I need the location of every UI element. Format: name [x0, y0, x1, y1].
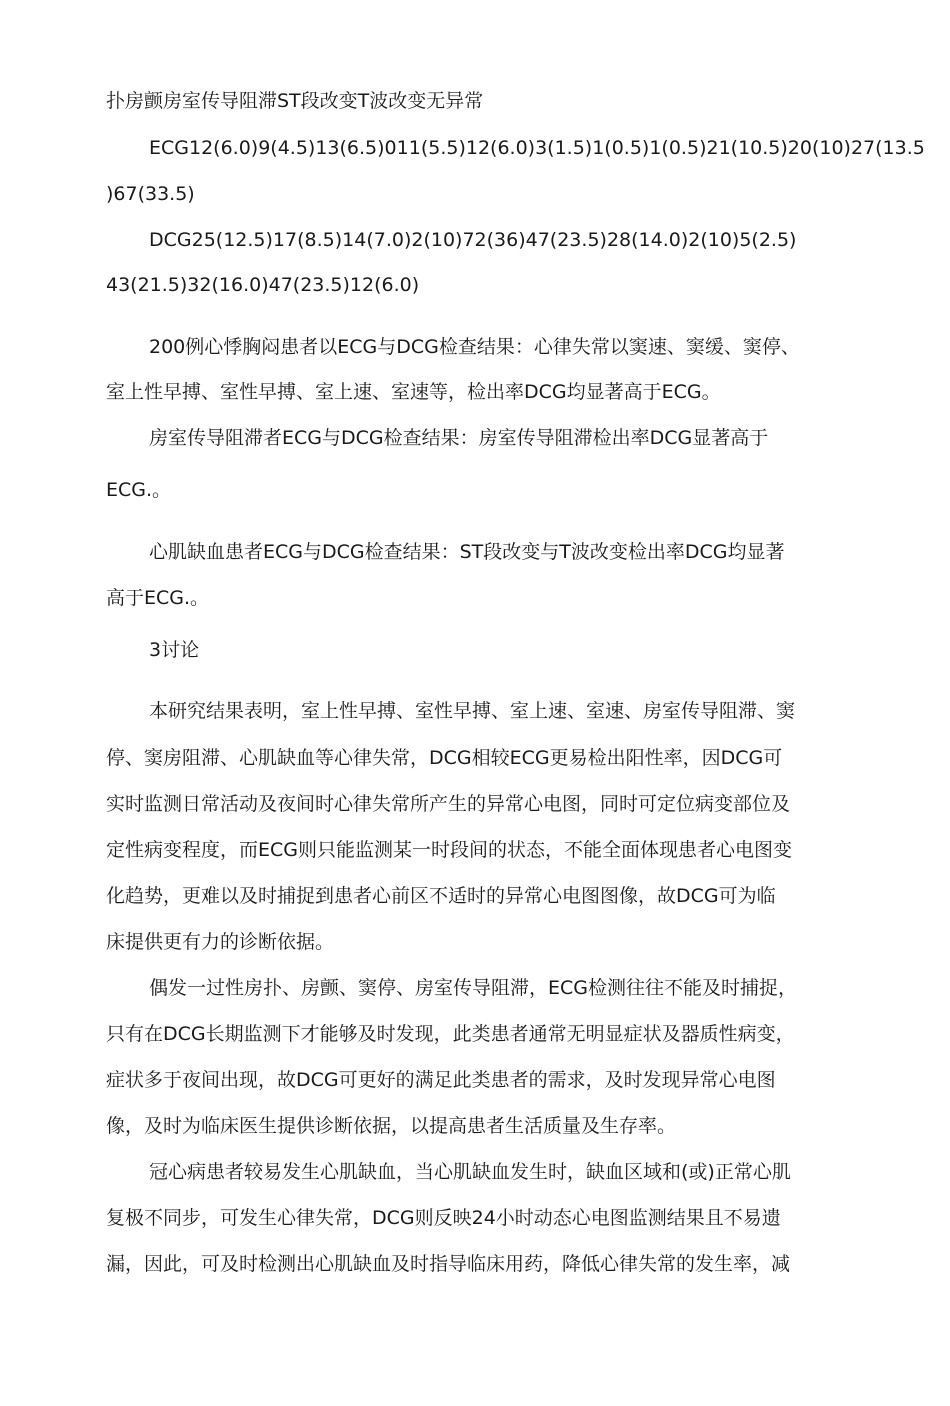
paragraph-line: 复极不同步，可发生心律失常，DCG则反映24小时动态心电图监测结果且不易遗: [106, 1207, 781, 1229]
paragraph-line: 高于ECG.。: [106, 587, 210, 609]
paragraph-line: 症状多于夜间出现，故DCG可更好的满足此类患者的需求，及时发现异常心电图: [106, 1069, 776, 1091]
paragraph-line: 化趋势，更难以及时捕捉到患者心前区不适时的异常心电图图像，故DCG可为临: [106, 885, 776, 907]
section-heading: 3讨论: [149, 639, 200, 661]
paragraph-line: 200例心悸胸闷患者以ECG与DCG检查结果：心律失常以窦速、窦缓、窦停、: [149, 336, 800, 358]
paragraph-line: 心肌缺血患者ECG与DCG检查结果：ST段改变与T波改变检出率DCG均显著: [149, 541, 785, 563]
paragraph-line: 房室传导阻滞者ECG与DCG检查结果：房室传导阻滞检出率DCG显著高于: [149, 427, 769, 449]
table-row-ecg-cont: )67(33.5): [106, 183, 195, 205]
paragraph-line: 实时监测日常活动及夜间时心律失常所产生的异常心电图，同时可定位病变部位及: [106, 793, 791, 815]
paragraph-line: 像，及时为临床医生提供诊断依据，以提高患者生活质量及生存率。: [106, 1115, 677, 1137]
paragraph-line: 室上性早搏、室性早搏、室上速、室速等，检出率DCG均显著高于ECG。: [106, 381, 721, 403]
paragraph-line: 冠心病患者较易发生心肌缺血，当心肌缺血发生时，缺血区域和(或)正常心肌: [149, 1161, 791, 1183]
paragraph-line: 定性病变程度，而ECG则只能监测某一时段间的状态，不能全面体现患者心电图变: [106, 839, 792, 861]
paragraph-line: 只有在DCG长期监测下才能够及时发现，此类患者通常无明显症状及器质性病变，: [106, 1023, 795, 1045]
paragraph-line: 偶发一过性房扑、房颤、窦停、房室传导阻滞，ECG检测往往不能及时捕捉，: [149, 977, 797, 999]
table-row-ecg: ECG12(6.0)9(4.5)13(6.5)011(5.5)12(6.0)3(1.5)1(0.5)1(0.5)21(10.5)20(10)27(13.5: [149, 137, 925, 159]
paragraph-line: ECG.。: [106, 479, 172, 501]
table-header-line: 扑房颤房室传导阻滞ST段改变T波改变无异常: [106, 90, 484, 112]
paragraph-line: 床提供更有力的诊断依据。: [106, 931, 335, 953]
paragraph-line: 漏，因此，可及时检测出心肌缺血及时指导临床用药，降低心律失常的发生率，减: [106, 1253, 791, 1275]
paragraph-line: 本研究结果表明，室上性早搏、室性早搏、室上速、室速、房室传导阻滞、窦: [149, 700, 796, 722]
table-row-dcg: DCG25(12.5)17(8.5)14(7.0)2(10)72(36)47(23.5)28(14.0)2(10)5(2.5): [149, 229, 797, 251]
paragraph-line: 停、窦房阻滞、心肌缺血等心律失常，DCG相较ECG更易检出阳性率，因DCG可: [106, 747, 783, 769]
table-row-dcg-cont: 43(21.5)32(16.0)47(23.5)12(6.0): [106, 274, 420, 296]
